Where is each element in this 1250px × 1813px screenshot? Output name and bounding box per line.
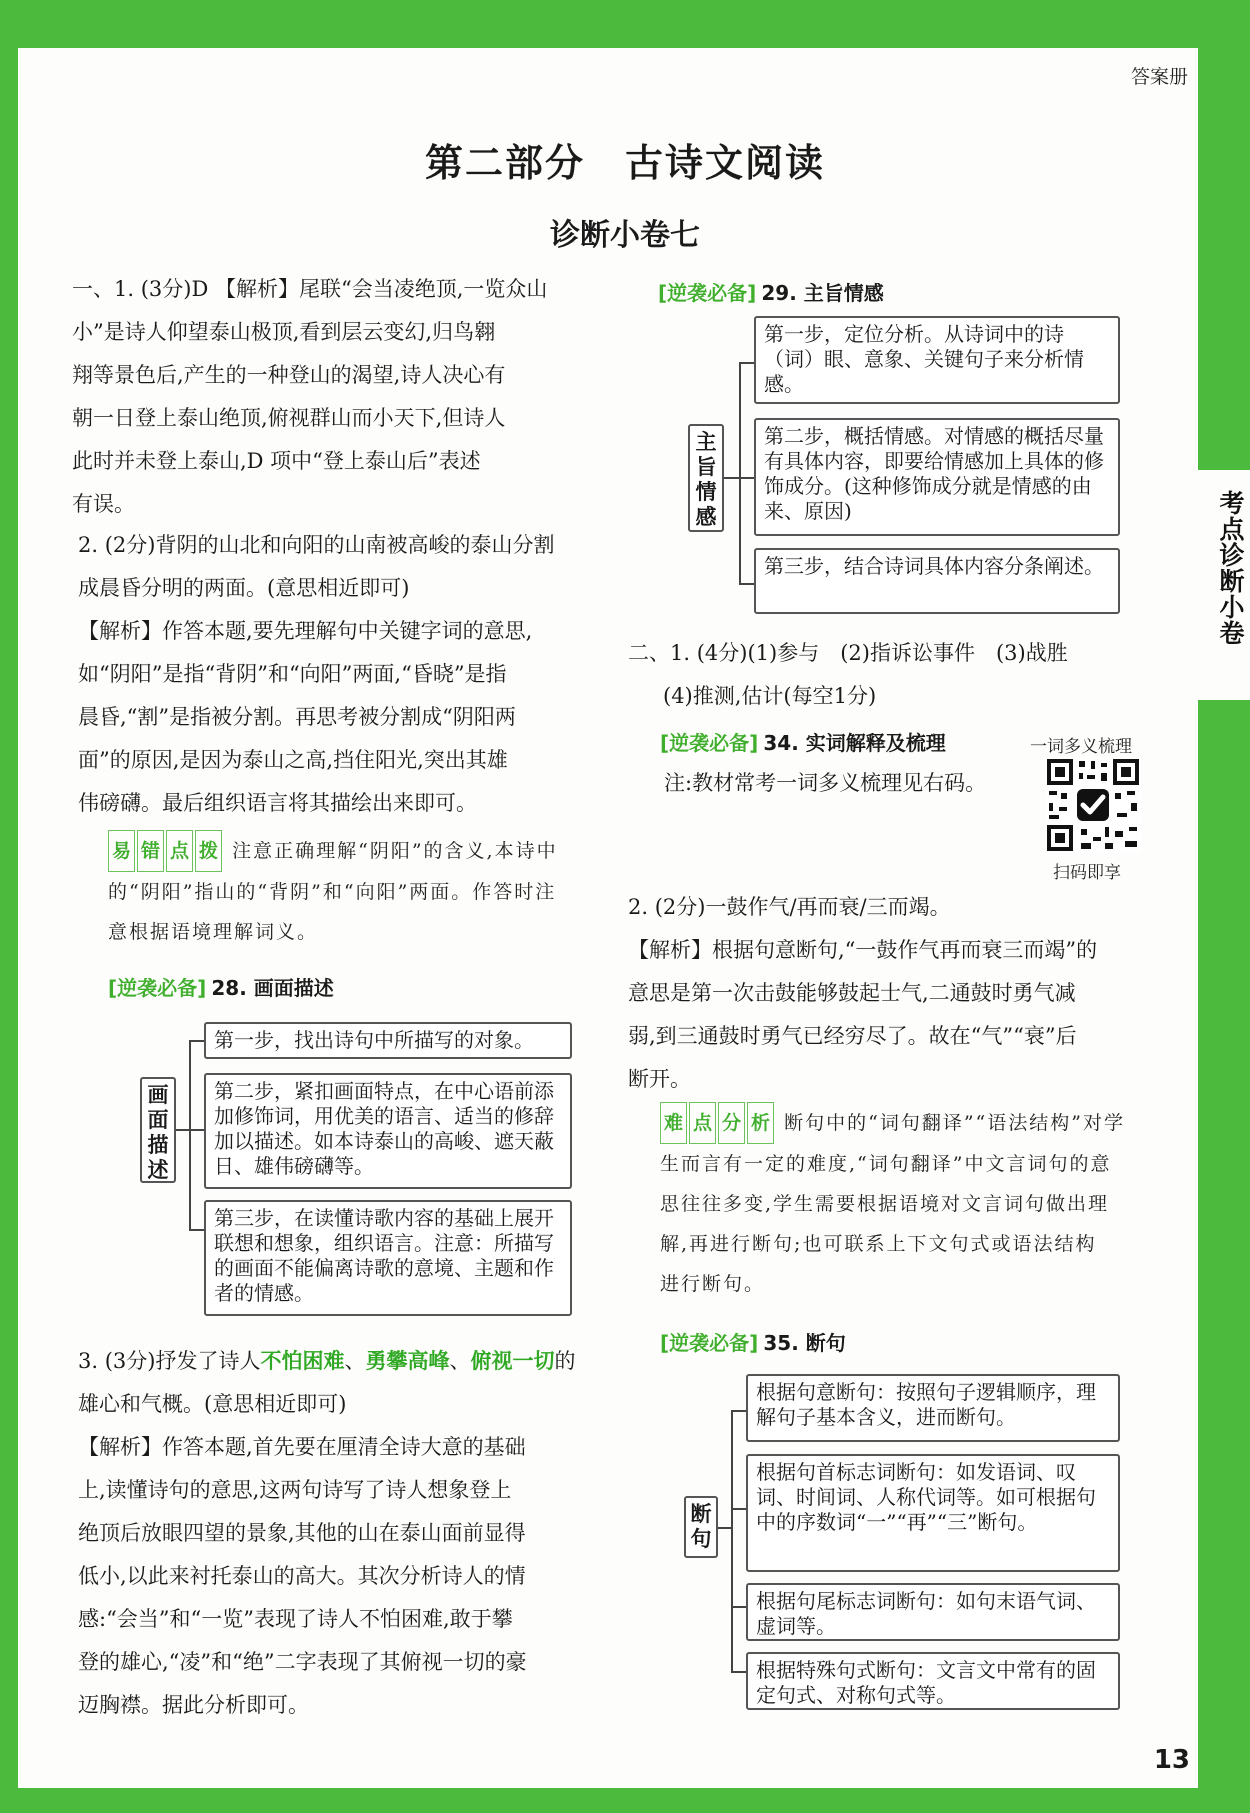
diagram35-step: 根据句意断句：按照句子逻辑顺序，理解句子基本含义，进而断句。 <box>746 1374 1120 1442</box>
q1-block <box>72 268 547 526</box>
q3-highlight: 不怕困难 <box>260 1349 345 1373</box>
nixi-tag: [逆袭必备] <box>108 976 207 1000</box>
diagram28-step: 第一步，找出诗句中所描写的对象。 <box>204 1022 572 1059</box>
nixi-tag: [逆袭必备] <box>660 1331 759 1355</box>
diagram29-label: 主旨情感 <box>688 424 724 532</box>
s2-q1-line: 二、1. (4分)(1)参与 (2)指诉讼事件 (3)战胜 <box>628 641 1068 665</box>
nandian-note <box>660 1102 1160 1304</box>
q1-line: 翔等景色后,产生的一种登山的渴望,诗人决心有 <box>72 363 506 387</box>
q3-highlight: 俯视一切 <box>470 1349 555 1373</box>
q2-line: 2. (2分)背阴的山北和向阳的山南被高峻的泰山分割 <box>78 533 555 557</box>
yicuo-note <box>108 830 608 952</box>
connector <box>176 1129 190 1131</box>
yicuo-tag-char: 点 <box>166 830 193 872</box>
q1-line: 此时并未登上泰山,D 项中“登上泰山后”表述 <box>72 449 481 473</box>
side-tab-label: 考点诊断小卷 <box>1216 490 1245 646</box>
q3-analysis-line: 【解析】作答本题,首先要在厘清全诗大意的基础 <box>78 1435 526 1459</box>
nandian-tag-char: 难 <box>660 1102 687 1144</box>
q3-analysis-line: 感:“会当”和“一览”表现了诗人不怕困难,敢于攀 <box>78 1607 513 1631</box>
topic-35-heading <box>660 1327 846 1356</box>
note-34: 注:教材常考一词多义梳理见右码。 <box>664 771 987 795</box>
q2-line: 如“阴阳”是指“背阴”和“向阳”两面,“昏晓”是指 <box>78 662 507 686</box>
qr-caption-top: 一词多义梳理 <box>1030 737 1132 757</box>
nandian-line: 解,再进行断句;也可联系上下文句式或语法结构 <box>660 1233 1097 1255</box>
q2-line: 伟磅礴。最后组织语言将其描绘出来即可。 <box>78 791 477 815</box>
connector <box>189 1129 205 1131</box>
connector <box>189 1229 205 1231</box>
page-number: 13 <box>1153 1745 1190 1775</box>
topic-29-title: 29. 主旨情感 <box>761 281 884 305</box>
connector <box>189 1040 205 1042</box>
q3-line: 雄心和气概。(意思相近即可) <box>78 1392 347 1416</box>
connector <box>731 1410 733 1672</box>
yicuo-line: 的“阴阳”指山的“背阴”和“向阳”两面。作答时注 <box>108 881 557 903</box>
q2-line: 面”的原因,是因为泰山之高,挡住阳光,突出其雄 <box>78 748 508 772</box>
topic-29-heading <box>658 277 884 306</box>
q1-line: 朝一日登上泰山绝顶,俯视群山而小天下,但诗人 <box>72 406 506 430</box>
yicuo-tag-char: 易 <box>108 830 135 872</box>
connector <box>731 1508 747 1510</box>
q3-analysis-line: 低小,以此来衬托泰山的高大。其次分析诗人的情 <box>78 1564 526 1588</box>
q1-line: 有误。 <box>72 492 135 516</box>
diagram29-step: 第一步，定位分析。从诗词中的诗（词）眼、意象、关键句子来分析情感。 <box>754 316 1120 404</box>
paper-title: 诊断小卷七 <box>550 218 700 253</box>
s2-q2-line: 意思是第一次击鼓能够鼓起士气,二通鼓时勇气减 <box>628 981 1076 1005</box>
nandian-line: 进行断句。 <box>660 1273 766 1295</box>
s2-q2-line: 2. (2分)一鼓作气/再而衰/三而竭。 <box>628 895 951 919</box>
nandian-line: 断句中的“词句翻译”“语法结构”对学 <box>784 1112 1125 1134</box>
q3-analysis-line: 登的雄心,“凌”和“绝”二字表现了其俯视一切的豪 <box>78 1650 527 1674</box>
diagram35-label: 断句 <box>684 1496 718 1558</box>
connector <box>739 477 755 479</box>
connector <box>739 583 755 585</box>
nandian-tag-char: 析 <box>747 1102 774 1144</box>
diagram29-step: 第三步，结合诗词具体内容分条阐述。 <box>754 548 1120 614</box>
diagram29-step: 第二步，概括情感。对情感的概括尽量有具体内容，即要给情感加上具体的修饰成分。(这种修饰成分就是情感的由来、原因) <box>754 418 1120 536</box>
q2-line: 成晨昏分明的两面。(意思相近即可) <box>78 576 410 600</box>
nixi-tag: [逆袭必备] <box>660 731 759 755</box>
connector <box>189 1040 191 1230</box>
yicuo-tag-char: 拨 <box>195 830 222 872</box>
yicuo-line: 注意正确理解“阴阳”的含义,本诗中 <box>232 840 558 862</box>
connector <box>731 1410 747 1412</box>
nixi-tag: [逆袭必备] <box>658 281 757 305</box>
diagram28-step: 第三步，在读懂诗歌内容的基础上展开联想和想象，组织语言。注意：所描写的画面不能偏离诗歌的意境、主题和作者的情感。 <box>204 1200 572 1316</box>
q3-highlight: 勇攀高峰 <box>365 1349 450 1373</box>
s2-q1-block <box>628 632 1068 718</box>
yicuo-tag-char: 错 <box>137 830 164 872</box>
s2-q2-line: 【解析】根据句意断句,“一鼓作气再而衰三而竭”的 <box>628 938 1098 962</box>
nandian-tag-char: 点 <box>689 1102 716 1144</box>
s2-q1-line: (4)推测,估计(每空1分) <box>663 684 877 708</box>
topic-35-title: 35. 断句 <box>763 1331 846 1355</box>
connector <box>739 362 741 584</box>
yicuo-line: 意根据语境理解词义。 <box>108 921 319 943</box>
diagram35-step: 根据特殊句式断句：文言文中常有的固定句式、对称句式等。 <box>746 1652 1120 1710</box>
diagram35-step: 根据句首标志词断句：如发语词、叹词、时间词、人称代词等。如可根据句中的序数词“一”“再”“三”断句。 <box>746 1454 1120 1572</box>
q3-analysis-line: 上,读懂诗句的意思,这两句诗写了诗人想象登上 <box>78 1478 512 1502</box>
diagram28-step: 第二步，紧扣画面特点，在中心语前添加修饰词，用优美的语言、适当的修辞加以描述。如本诗泰山的高峻、遮天蔽日、雄伟磅礴等。 <box>204 1073 572 1189</box>
nandian-line: 生而言有一定的难度,“词句翻译”中文言词句的意 <box>660 1153 1112 1175</box>
q2-line: 【解析】作答本题,要先理解句中关键字词的意思, <box>78 619 533 643</box>
s2-q2-line: 断开。 <box>628 1067 691 1091</box>
q2-block <box>78 524 554 825</box>
connector <box>731 1671 747 1673</box>
diagram35-step: 根据句尾标志词断句：如句末语气词、虚词等。 <box>746 1583 1120 1641</box>
nandian-line: 思往往多变,学生需要根据语境对文言词句做出理 <box>660 1193 1110 1215</box>
diagram28-label: 画面描述 <box>140 1077 176 1183</box>
nandian-tag-char: 分 <box>718 1102 745 1144</box>
connector <box>718 1527 732 1529</box>
connector <box>739 362 755 364</box>
q3-analysis-line: 迈胸襟。据此分析即可。 <box>78 1693 309 1717</box>
s2-q2-line: 弱,到三通鼓时勇气已经穷尽了。故在“气”“衰”后 <box>628 1024 1077 1048</box>
qr-code-icon[interactable] <box>1045 757 1141 853</box>
q3-analysis-line: 绝顶后放眼四望的景象,其他的山在泰山面前显得 <box>78 1521 526 1545</box>
topic-34-heading <box>660 727 946 756</box>
topic-28-heading <box>108 972 334 1001</box>
s2-q2-block <box>628 886 1097 1101</box>
topic-34-title: 34. 实词解释及梳理 <box>763 731 946 755</box>
connector <box>724 477 740 479</box>
q3-block <box>78 1340 575 1727</box>
answer-book-label: 答案册 <box>1130 66 1188 88</box>
q2-line: 晨昏,“割”是指被分割。再思考被分割成“阴阳两 <box>78 705 516 729</box>
q3-line1: 3. (3分)抒发了诗人不怕困难、勇攀高峰、俯视一切的 <box>78 1349 576 1373</box>
topic-28-title: 28. 画面描述 <box>211 976 334 1000</box>
qr-caption-bottom: 扫码即享 <box>1053 863 1121 883</box>
connector <box>731 1606 747 1608</box>
q1-line: 一、1. (3分)D 【解析】尾联“会当凌绝顶,一览众山 <box>72 277 548 301</box>
part-title: 第二部分 古诗文阅读 <box>424 140 825 185</box>
q1-line: 小”是诗人仰望泰山极顶,看到层云变幻,归鸟翱 <box>72 320 496 344</box>
